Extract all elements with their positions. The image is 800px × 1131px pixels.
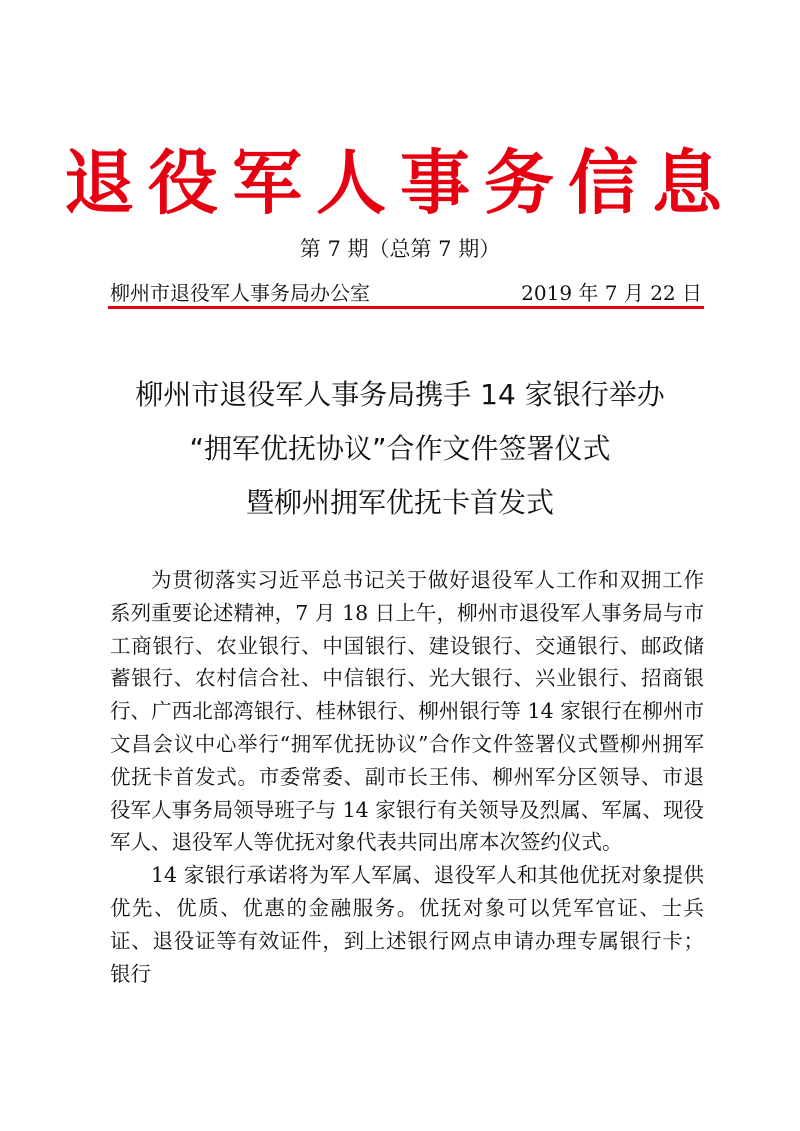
publisher-office: 柳州市退役军人事务局办公室 — [110, 281, 370, 305]
article-paragraph: 为贯彻落实习近平总书记关于做好退役军人工作和双拥工作系列重要论述精神，7 月 18 日上午，柳州市退役军人事务局与市工商银行、农业银行、中国银行、建设银行、交通银行、邮政储蓄银行、农村信合社、中信银行、光大银行、兴业银行、招商银行、广西北部湾银行、桂林银行、柳州银行等 14 家银行在柳州市文昌会议中心举行“拥军优抚协议”合作文件签署仪式暨柳州拥军优抚卡首发式。市委常委、副市长王伟、柳州军分区领导、市退役军人事务局领导班子与 14 家银行有关领导及烈属、军属、现役军人、退役军人等优抚对象代表共同出席本次签约仪式。 — [110, 568, 704, 855]
article-title-line: “拥军优抚协议”合作文件签署仪式 — [189, 432, 611, 465]
article-paragraph: 14 家银行承诺将为军人军属、退役军人和其他优抚对象提供优先、优质、优惠的金融服务。优抚对象可以凭军官证、士兵证、退役证等有效证件，到上述银行网点申请办理专属银行卡；银行 — [110, 863, 704, 986]
publisher-row — [110, 279, 702, 307]
masthead-title: 退役军人事务信息 — [64, 141, 736, 224]
article-body — [110, 564, 704, 990]
publish-date: 2019 年 7 月 22 日 — [521, 281, 702, 305]
article-title-line: 暨柳州拥军优抚卡首发式 — [245, 486, 554, 519]
article-title-line: 柳州市退役军人事务局携手 14 家银行举办 — [135, 378, 665, 411]
article-title — [0, 368, 800, 530]
header-divider — [108, 306, 704, 309]
issue-number: 第 7 期（总第 7 期） — [299, 237, 501, 261]
